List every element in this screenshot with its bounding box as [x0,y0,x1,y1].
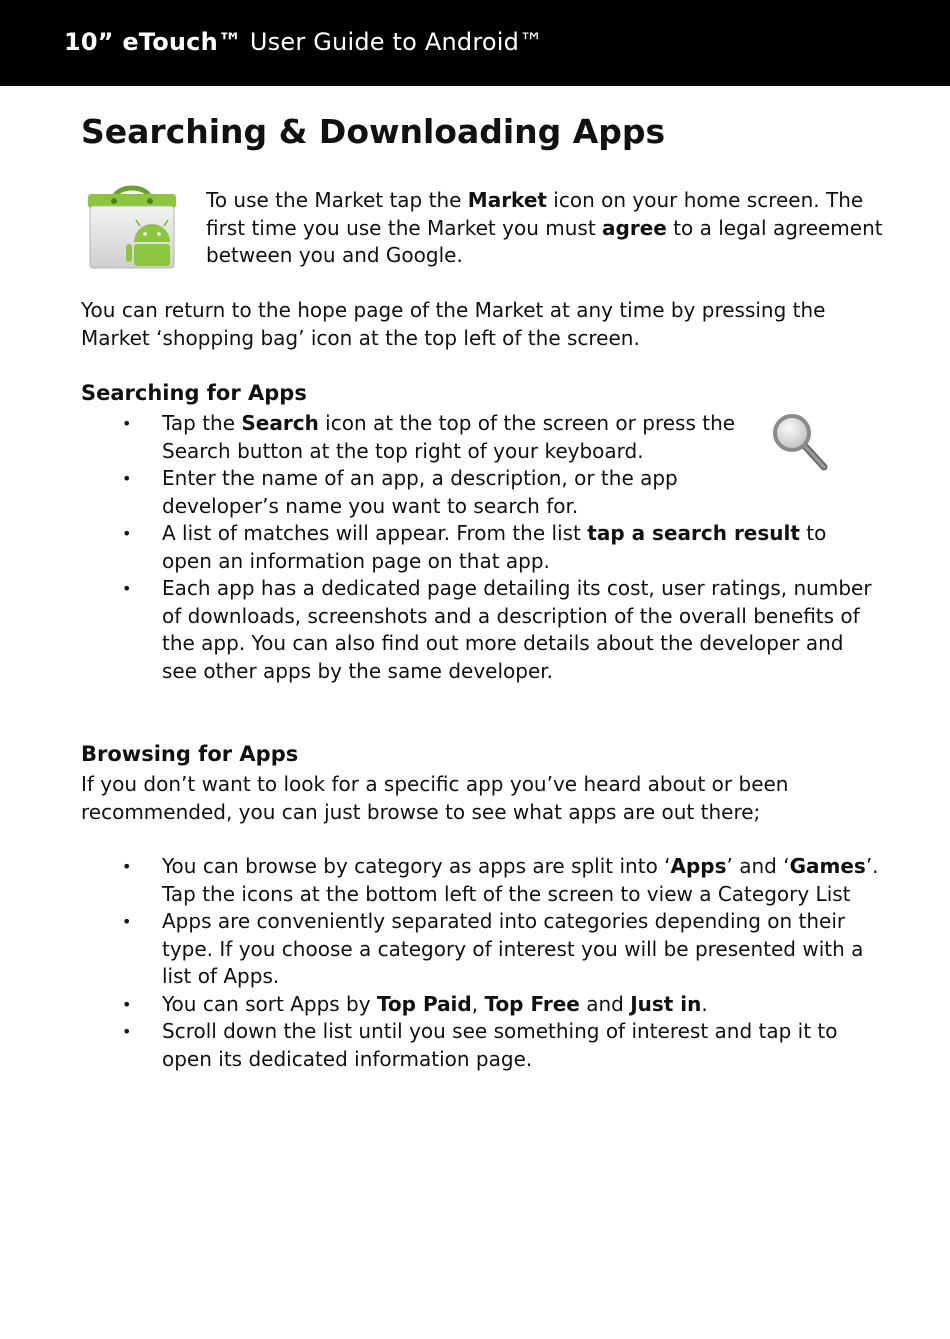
intro-agree-bold: agree [602,215,667,240]
bullet: • [122,414,132,433]
item-text: Tap the [162,411,242,435]
bullet: • [122,857,132,876]
apps-bold: Apps [670,854,727,878]
just-in-bold: Just in [630,991,702,1016]
item-text: ’. Tap the icons at the bottom left of the screen to view a Category List [162,854,879,906]
list-item [81,1018,881,1073]
bullet: • [122,912,132,931]
item-text: Apps are conveniently separated into categories depending on their type. If you choose a category of interest you will be presented with a list of Apps. [162,909,864,988]
intro-text-1: To use the Market tap the [206,188,468,212]
item-text: You can browse by category as apps are split into ‘ [162,854,671,878]
header-subtitle: User Guide to Android™ [242,28,544,56]
list-item [81,410,742,465]
item-text: ’ and ‘ [726,854,790,878]
search-bold: Search [241,411,319,435]
bullet: • [122,524,132,543]
item-text: to open an information page on that app. [162,521,827,573]
browsing-list [81,853,881,1073]
list-item [81,908,881,991]
top-free-bold: Top Free [484,991,580,1016]
list-item [81,991,881,1019]
header-title [64,28,543,56]
intro-market-bold: Market [467,188,547,212]
item-text: Scroll down the list until you see something of interest and tap it to open its dedicated information page. [162,1019,838,1071]
searching-list [81,410,881,685]
item-text: . [701,991,708,1016]
bullet: • [122,469,132,488]
item-text: Enter the name of an app, a description, or the app developer’s name you want to search for. [162,466,678,518]
list-item [81,575,881,685]
bullet: • [122,579,132,598]
page-header [0,0,950,86]
list-item [81,465,742,520]
browsing-heading: Browsing for Apps [81,742,299,766]
intro-text-3: to a legal agreement between you and Google. [206,215,883,267]
bullet: • [122,1022,132,1041]
bullet: • [122,994,132,1014]
searching-heading: Searching for Apps [81,381,307,405]
games-bold: Games [789,854,866,878]
item-text: icon at the top of the screen or press the Search button at the top right of your keyboard. [162,411,736,463]
return-paragraph: You can return to the hope page of the Market at any time by pressing the Market ‘shopping bag’ icon at the top left of the screen. [81,298,826,350]
item-text: and [579,991,631,1016]
item-text: Each app has a dedicated page detailing its cost, user ratings, number of downloads, screenshots and a description of the overall benefits of the app. You can also find out more details about the developer and see other apps by the same developer. [162,576,872,683]
list-item [81,520,881,575]
intro-paragraph [206,187,886,270]
intro-text-2: icon on your home screen. The first time you use the Market you must [206,188,864,240]
item-text: A list of matches will appear. From the list [162,521,588,545]
browsing-intro: If you don’t want to look for a specific app you’ve heard about or been recommended, you can just browse to see what apps are out there; [81,772,789,824]
market-shopping-bag-icon [84,178,180,274]
top-paid-bold: Top Paid [376,991,472,1016]
item-text: You can sort Apps by [162,991,377,1016]
tap-result-bold: tap a search result [587,521,800,545]
item-text: , [471,991,485,1016]
page-title: Searching & Downloading Apps [81,112,666,151]
list-item [81,853,881,908]
header-brand: 10” eTouch™ [64,28,243,56]
